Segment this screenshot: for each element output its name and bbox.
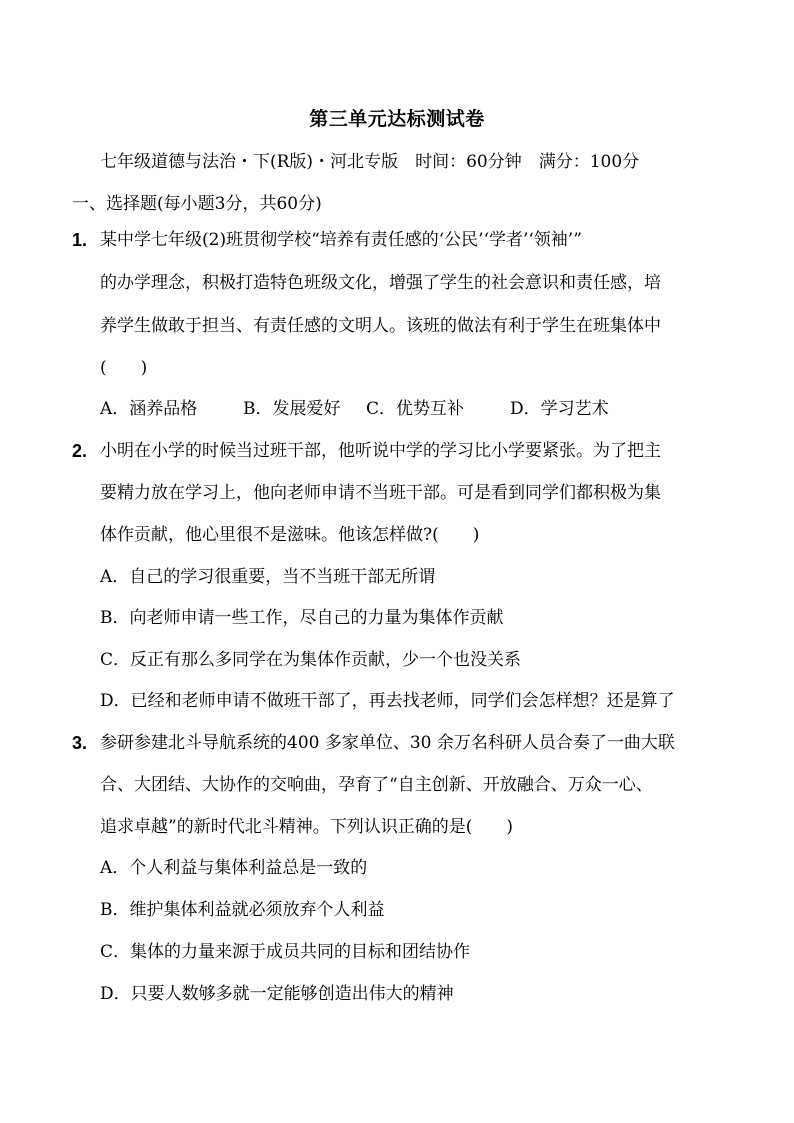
question-stem-line: 要精力放在学习上，他向老师申请不当班干部。可是看到同学们都积极为集 — [100, 483, 661, 503]
question-stem-line: 合、大团结、大协作的交响曲，孕育了“自主创新、开放融合、万众一心、 — [100, 775, 653, 795]
question-stem-line: 体作贡献，他心里很不是滋味。他该怎样做?( ) — [100, 525, 480, 545]
question-stem-line: 的办学理念，积极打造特色班级文化，增强了学生的社会意识和责任感，培 — [100, 273, 661, 293]
question-stem-line: 追求卓越”的新时代北斗精神。下列认识正确的是( ) — [100, 817, 513, 837]
option-b: B．向老师申请一些工作，尽自己的力量为集体作贡献 — [100, 608, 504, 628]
page-title: 第三单元达标测试卷 — [309, 108, 485, 130]
option-a: A．自己的学习很重要，当不当班干部无所谓 — [100, 567, 436, 587]
question-number: 1. — [72, 230, 88, 250]
option-d: D．已经和老师申请不做班干部了，再去找老师，同学们会怎样想？还是算了 — [100, 691, 675, 711]
question-stem-line: 养学生做敢于担当、有责任感的文明人。该班的做法有利于学生在班集体中 — [100, 316, 661, 336]
option-b: B．发展爱好 — [243, 399, 341, 419]
question-stem-line: 小明在小学的时候当过班干部，他听说中学的学习比小学要紧张。为了把主 — [100, 441, 661, 461]
exam-info-line: 七年级道德与法治・下(R版)・河北专版 时间：60分钟 满分：100分 — [100, 152, 640, 172]
option-a: A．个人利益与集体利益总是一致的 — [100, 858, 368, 878]
question-stem-line: 某中学七年级(2)班贯彻学校“培养有责任感的‘公民’‘学者’‘领袖’” — [100, 230, 582, 250]
option-a: A．涵养品格 — [100, 399, 198, 419]
question-stem-line: 参研参建北斗导航系统的400 多家单位、30 余万名科研人员合奏了一曲大联 — [100, 733, 675, 753]
answer-blank: ( ) — [100, 358, 148, 378]
option-c: C．集体的力量来源于成员共同的目标和团结协作 — [100, 942, 471, 962]
section-heading: 一、选择题(每小题3分，共60分) — [72, 194, 322, 214]
question-number: 2. — [72, 441, 88, 461]
option-d: D．学习艺术 — [510, 399, 609, 419]
option-c: C．优势互补 — [366, 399, 465, 419]
option-d: D．只要人数够多就一定能够创造出伟大的精神 — [100, 984, 454, 1004]
option-c: C．反正有那么多同学在为集体作贡献，少一个也没关系 — [100, 650, 522, 670]
question-number: 3. — [72, 733, 88, 753]
option-b: B．维护集体利益就必须放弃个人利益 — [100, 900, 385, 920]
